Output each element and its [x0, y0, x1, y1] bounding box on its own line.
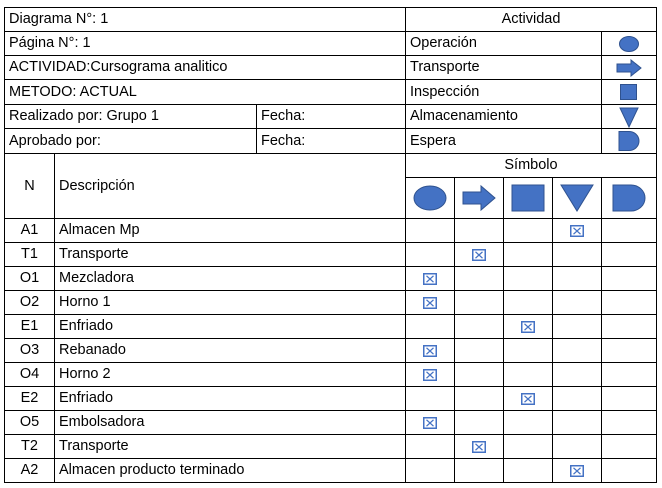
legend-label-inspection: Inspección: [405, 79, 602, 105]
symbol-cell-transport: [454, 458, 504, 483]
row-number: O4: [4, 362, 55, 387]
symbol-cell-transport: [454, 386, 504, 411]
symbol-cell-storage: [552, 434, 602, 459]
arrow-right-icon: [461, 184, 497, 212]
row-description: Almacen producto terminado: [54, 458, 406, 483]
symbol-cell-inspection: [503, 458, 553, 483]
row-number: O1: [4, 266, 55, 291]
checked-box-icon: [423, 297, 437, 309]
row-description: Transporte: [54, 242, 406, 267]
symbol-cell-transport: [454, 338, 504, 363]
row-number: T2: [4, 434, 55, 459]
symbol-cell-storage: [552, 410, 602, 435]
symbol-cell-operation: [405, 218, 455, 243]
symbol-cell-wait: [601, 290, 657, 315]
checked-box-icon: [423, 417, 437, 429]
symbol-cell-inspection: [503, 290, 553, 315]
row-description: Rebanado: [54, 338, 406, 363]
symbol-cell-storage: [552, 290, 602, 315]
symbol-col-transport: [454, 177, 504, 219]
symbol-cell-storage: [552, 314, 602, 339]
checked-box-icon: [423, 369, 437, 381]
symbol-cell-inspection: [503, 266, 553, 291]
legend-circle-cell: [601, 31, 657, 56]
circle-icon: [618, 35, 640, 53]
checked-box-icon: [472, 441, 486, 453]
row-description: Horno 1: [54, 290, 406, 315]
symbol-col-operation: [405, 177, 455, 219]
legend-label-storage: Almacenamiento: [405, 104, 602, 129]
d-shape-icon: [617, 130, 641, 152]
row-number: A1: [4, 218, 55, 243]
checked-box-icon: [423, 345, 437, 357]
row-number: A2: [4, 458, 55, 483]
column-description-header: Descripción: [54, 153, 406, 219]
symbol-cell-operation: [405, 314, 455, 339]
symbol-cell-transport: [454, 266, 504, 291]
triangle-down-icon: [618, 106, 640, 128]
legend-arrow-cell: [601, 55, 657, 80]
checked-box-icon: [423, 273, 437, 285]
symbol-cell-transport: [454, 314, 504, 339]
row-number: E1: [4, 314, 55, 339]
diagram-number: Diagrama N°: 1: [4, 7, 406, 32]
symbol-cell-transport: [454, 362, 504, 387]
symbol-header: Símbolo: [405, 153, 657, 178]
legend-label-operation: Operación: [405, 31, 602, 56]
symbol-cell-transport: [454, 290, 504, 315]
made-date-label: Fecha:: [256, 104, 407, 129]
symbol-cell-inspection: [503, 362, 553, 387]
symbol-cell-storage: [552, 266, 602, 291]
symbol-cell-storage: [552, 338, 602, 363]
symbol-cell-wait: [601, 434, 657, 459]
symbol-cell-operation: [405, 410, 455, 435]
symbol-cell-storage: [552, 386, 602, 411]
symbol-cell-operation: [405, 362, 455, 387]
symbol-cell-wait: [601, 218, 657, 243]
checked-box-icon: [472, 249, 486, 261]
square-icon: [619, 83, 639, 101]
row-number: E2: [4, 386, 55, 411]
symbol-cell-wait: [601, 242, 657, 267]
symbol-cell-operation: [405, 242, 455, 267]
row-number: O3: [4, 338, 55, 363]
symbol-cell-storage: [552, 242, 602, 267]
symbol-cell-operation: [405, 338, 455, 363]
symbol-cell-operation: [405, 434, 455, 459]
symbol-cell-transport: [454, 218, 504, 243]
activity-name: ACTIVIDAD:Cursograma analitico: [4, 55, 406, 80]
row-description: Embolsadora: [54, 410, 406, 435]
column-n-header: N: [4, 153, 55, 219]
symbol-col-wait: [601, 177, 657, 219]
legend-triangle-cell: [601, 104, 657, 129]
symbol-cell-inspection: [503, 218, 553, 243]
square-icon: [510, 183, 546, 213]
legend-label-wait: Espera: [405, 128, 602, 154]
approved-by: Aprobado por:: [4, 128, 257, 154]
symbol-cell-operation: [405, 266, 455, 291]
row-number: T1: [4, 242, 55, 267]
checked-box-icon: [570, 465, 584, 477]
symbol-cell-wait: [601, 338, 657, 363]
method: METODO: ACTUAL: [4, 79, 406, 105]
row-description: Horno 2: [54, 362, 406, 387]
row-description: Enfriado: [54, 314, 406, 339]
checked-box-icon: [521, 321, 535, 333]
row-description: Enfriado: [54, 386, 406, 411]
symbol-cell-operation: [405, 290, 455, 315]
symbol-cell-inspection: [503, 434, 553, 459]
checked-box-icon: [570, 225, 584, 237]
process-chart: [4, 7, 657, 484]
d-shape-icon: [611, 183, 647, 213]
row-number: O2: [4, 290, 55, 315]
symbol-cell-wait: [601, 362, 657, 387]
legend-label-transport: Transporte: [405, 55, 602, 80]
made-by: Realizado por: Grupo 1: [4, 104, 257, 129]
symbol-cell-operation: [405, 458, 455, 483]
symbol-col-inspection: [503, 177, 553, 219]
symbol-cell-transport: [454, 410, 504, 435]
symbol-cell-wait: [601, 386, 657, 411]
legend-square-cell: [601, 79, 657, 105]
page-number: Página N°: 1: [4, 31, 406, 56]
approved-date-label: Fecha:: [256, 128, 407, 154]
symbol-cell-wait: [601, 458, 657, 483]
legend-d-cell: [601, 128, 657, 154]
symbol-cell-inspection: [503, 242, 553, 267]
symbol-cell-transport: [454, 434, 504, 459]
triangle-down-icon: [559, 183, 595, 213]
symbol-cell-transport: [454, 242, 504, 267]
symbol-cell-wait: [601, 266, 657, 291]
symbol-cell-storage: [552, 458, 602, 483]
symbol-cell-inspection: [503, 410, 553, 435]
row-description: Mezcladora: [54, 266, 406, 291]
symbol-cell-operation: [405, 386, 455, 411]
symbol-cell-inspection: [503, 338, 553, 363]
symbol-cell-storage: [552, 218, 602, 243]
row-description: Almacen Mp: [54, 218, 406, 243]
arrow-right-icon: [615, 59, 643, 77]
symbol-cell-storage: [552, 362, 602, 387]
checked-box-icon: [521, 393, 535, 405]
symbol-cell-inspection: [503, 314, 553, 339]
legend-title: Actividad: [405, 7, 657, 32]
circle-icon: [412, 184, 448, 212]
row-number: O5: [4, 410, 55, 435]
symbol-col-storage: [552, 177, 602, 219]
symbol-cell-inspection: [503, 386, 553, 411]
symbol-cell-wait: [601, 410, 657, 435]
row-description: Transporte: [54, 434, 406, 459]
symbol-cell-wait: [601, 314, 657, 339]
